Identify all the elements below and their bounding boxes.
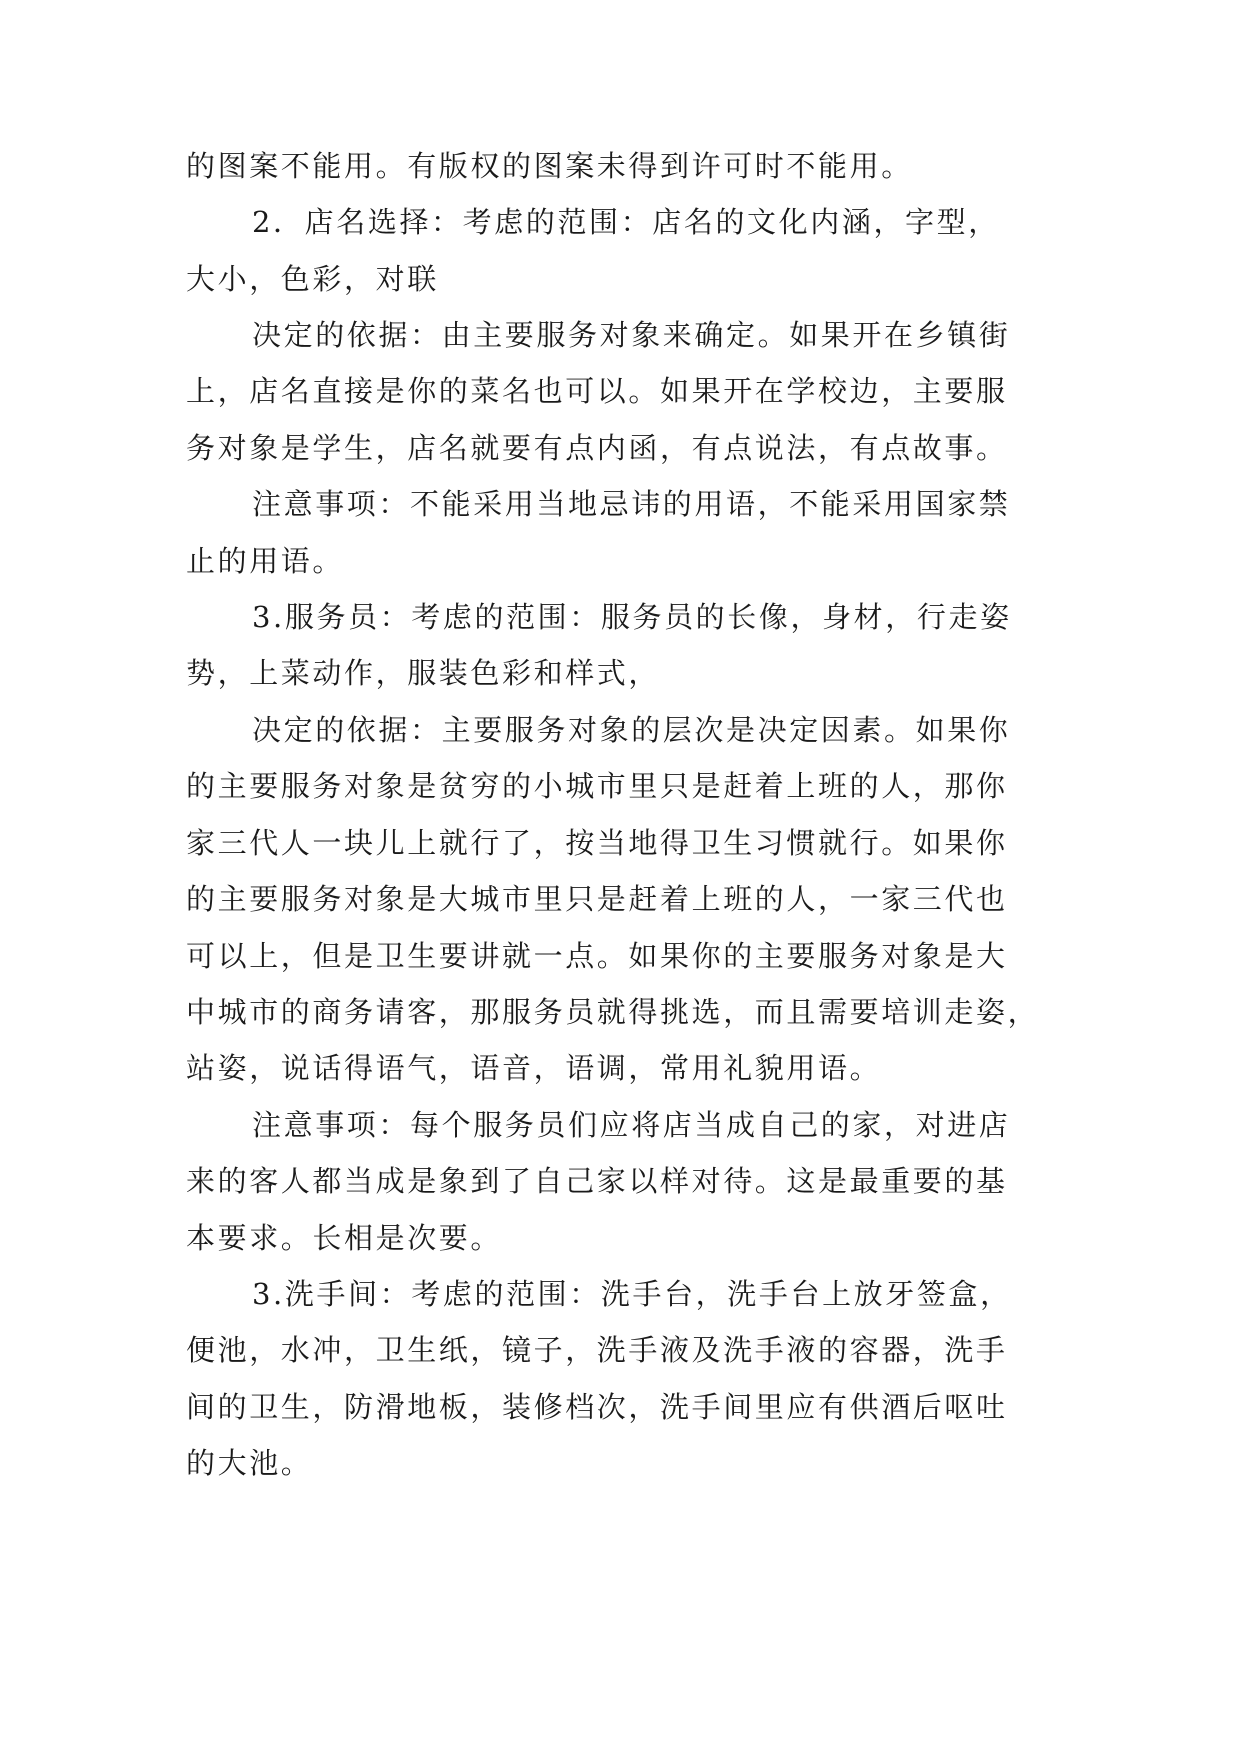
text-line: 间的卫生，防滑地板，装修档次，洗手间里应有供酒后呕吐 [186,1390,1008,1424]
text-line: 3.服务员：考虑的范围：服务员的长像，身材，行走姿 [252,600,1012,634]
text-line: 2．店名选择：考虑的范围：店名的文化内涵，字型， [252,205,1000,239]
text-line: 决定的依据：由主要服务对象来确定。如果开在乡镇街 [252,318,1011,352]
text-line: 止的用语。 [186,544,345,578]
text-line: 本要求。长相是次要。 [186,1221,503,1255]
text-line: 的大池。 [186,1446,313,1480]
text-line: 站姿，说话得语气，语音，语调，常用礼貌用语。 [186,1051,882,1085]
text-line: 决定的依据：主要服务对象的层次是决定因素。如果你 [252,713,1011,747]
text-line: 的图案不能用。有版权的图案未得到许可时不能用。 [186,149,913,183]
text-line: 的主要服务对象是贫穷的小城市里只是赶着上班的人，那你 [186,769,1008,803]
text-line: 的主要服务对象是大城市里只是赶着上班的人，一家三代也 [186,882,1008,916]
text-line: 来的客人都当成是象到了自己家以样对待。这是最重要的基 [186,1164,1008,1198]
text-line: 注意事项：每个服务员们应将店当成自己的家，对进店 [252,1108,1011,1142]
text-line: 上，店名直接是你的菜名也可以。如果开在学校边，主要服 [186,374,1008,408]
text-line: 便池，水冲，卫生纸，镜子，洗手液及洗手液的容器，洗手 [186,1333,1008,1367]
text-line: 中城市的商务请客，那服务员就得挑选，而且需要培训走姿， [186,995,1040,1029]
text-line: 务对象是学生，店名就要有点内函，有点说法，有点故事。 [186,431,1008,465]
text-line: 家三代人一块儿上就行了，按当地得卫生习惯就行。如果你 [186,826,1008,860]
text-line: 3.洗手间：考虑的范围：洗手台，洗手台上放牙签盒， [252,1277,1012,1311]
text-line: 可以上，但是卫生要讲就一点。如果你的主要服务对象是大 [186,939,1008,973]
text-line: 势，上菜动作，服装色彩和样式， [186,656,661,690]
text-line: 大小，色彩，对联 [186,262,439,296]
text-line: 注意事项：不能采用当地忌讳的用语，不能采用国家禁 [252,487,1011,521]
